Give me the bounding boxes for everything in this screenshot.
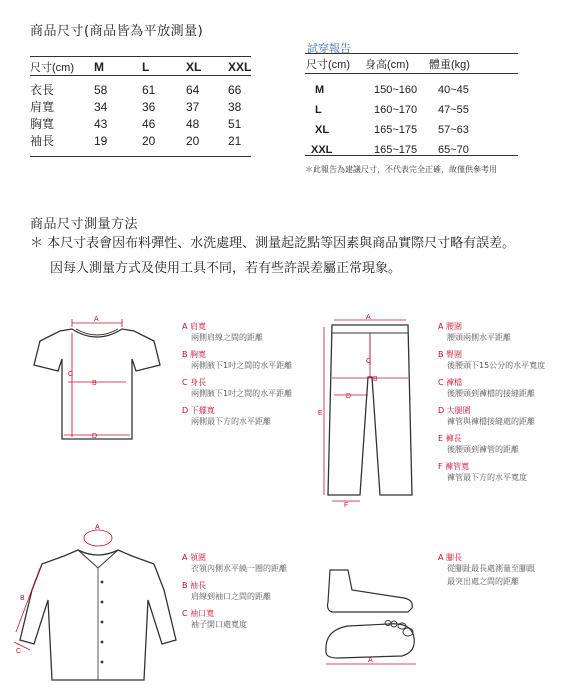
table-cell: 66 [228, 82, 242, 97]
foot-diagram [318, 560, 423, 670]
size-table-header [30, 58, 255, 76]
header-cell: 體重(kg) [429, 59, 470, 71]
label-b: B [92, 380, 97, 387]
table-cell: 肩寬 [30, 100, 55, 114]
table-cell: 65~70 [438, 144, 469, 156]
shirt-legend [182, 552, 302, 636]
fit-report-top-rule [305, 53, 518, 54]
table-cell: L [315, 104, 322, 116]
table-cell: 43 [94, 116, 108, 131]
legend-item: A 肩寬 兩側肩線之間的距離 [182, 322, 263, 342]
legend-item: B 袖長 肩線到袖口之間的距離 [182, 581, 271, 601]
label-b: B [373, 376, 378, 383]
table-cell: 64 [186, 82, 200, 97]
size-table-top-rule [30, 56, 251, 57]
label-a: A [94, 316, 99, 323]
table-cell: 47~55 [438, 104, 469, 116]
table-row [305, 80, 520, 100]
fit-report-note: ＊此報告為建議尺寸，不代表完全正確，故僅供參考用 [305, 165, 497, 174]
size-table-body [30, 81, 255, 149]
shirt-diagram [12, 520, 172, 690]
header-cell: 尺寸(cm) [306, 59, 350, 71]
legend-item: F 褲管寬 褲管最下方的水平寬度 [438, 462, 527, 482]
legend-item: C 褲檔 後腰頭到褲檔的接縫距離 [438, 378, 535, 398]
table-cell: 袖長 [30, 134, 55, 148]
table-cell: 150~160 [374, 84, 418, 96]
label-a: A [95, 524, 100, 531]
table-cell: 38 [228, 99, 242, 114]
label-d: D [346, 393, 352, 400]
table-cell: 160~170 [374, 104, 418, 116]
label-f: F [344, 502, 349, 509]
header-cell: XXL [228, 60, 252, 74]
method-line-1: ＊ 本尺寸表會因布料彈性、水洗處理、測量起訖點等因素與商品實際尺寸略有誤差。 [30, 236, 516, 251]
fit-report-bottom-rule [305, 155, 518, 156]
table-cell: 36 [142, 99, 156, 114]
method-line-2: 因每人測量方式及使用工具不同，若有些許誤差屬正常現象。 [50, 261, 402, 276]
label-c: C [16, 648, 22, 655]
tshirt-legend [182, 321, 302, 433]
header-cell: L [142, 60, 150, 74]
table-cell: XL [315, 124, 330, 136]
table-row [30, 98, 255, 115]
fit-report-table [305, 80, 520, 160]
header-cell: 身高(cm) [365, 59, 409, 71]
header-cell: 尺寸(cm) [30, 62, 74, 74]
table-cell: 48 [186, 116, 200, 131]
pants-legend [438, 321, 573, 489]
table-row [30, 81, 255, 98]
size-table-mid-rule [30, 75, 251, 76]
legend-item: C 身長 兩側腋下1吋之間的水平距離 [182, 378, 293, 398]
table-row [30, 132, 255, 149]
legend-item: A 領圍 衣領內側水平繞一圈的距離 [182, 553, 287, 573]
legend-item: A 腳長 從腳趾最長處測量至腳跟 [438, 553, 535, 573]
legend-item: A 腰圍 腰頭兩側水平距離 [438, 322, 511, 342]
table-cell: 165~175 [374, 124, 418, 136]
label-d: D [92, 433, 98, 440]
table-cell: M [315, 84, 325, 96]
table-cell: 胸寬 [30, 117, 55, 131]
header-cell: M [94, 60, 104, 74]
table-cell: 61 [142, 82, 156, 97]
table-cell: 衣長 [30, 83, 55, 97]
legend-item: E 褲長 後腰頭到褲管的距離 [438, 434, 519, 454]
size-table [30, 58, 255, 76]
table-cell: 40~45 [438, 84, 469, 96]
legend-item: D 下擺寬 兩側最下方的水平距離 [182, 406, 271, 426]
table-row [305, 120, 520, 140]
table-row [305, 100, 520, 120]
table-row [30, 115, 255, 132]
size-table-title: 商品尺寸(商品皆為平放測量) [30, 24, 204, 39]
method-title: 商品尺寸測量方法 [30, 217, 139, 232]
table-cell: 20 [142, 133, 156, 148]
legend-item: B 胸寬 兩側腋下1吋之間的水平距離 [182, 350, 293, 370]
label-b: B [20, 595, 25, 602]
tshirt-diagram [32, 315, 162, 445]
table-cell: 165~175 [374, 144, 418, 156]
table-cell: 20 [186, 133, 200, 148]
table-cell: 51 [228, 116, 242, 131]
table-cell: XXL [311, 144, 333, 156]
label-a: A [368, 657, 373, 664]
table-row [305, 140, 520, 160]
table-cell: 57~63 [438, 124, 469, 136]
legend-item: D 大腿圍 褲管與褲檔接縫處的距離 [438, 406, 535, 426]
legend-item: C 袖口寬 袖子開口處寬度 [182, 609, 247, 629]
table-cell: 46 [142, 116, 156, 131]
fit-report-title: 試穿報告 [307, 42, 351, 55]
fit-report-mid-rule [305, 73, 518, 74]
foot-legend [438, 552, 573, 593]
table-cell: 58 [94, 82, 108, 97]
label-a: A [366, 314, 371, 321]
label-c: C [68, 371, 74, 378]
fit-report-header-table [305, 55, 520, 73]
header-cell: XL [186, 60, 202, 74]
pants-diagram [318, 315, 423, 510]
label-e: E [318, 410, 323, 417]
label-c: C [366, 358, 372, 365]
table-cell: 19 [94, 133, 108, 148]
fit-report-header [305, 55, 520, 73]
legend-item: 最突出處之間的距離 [447, 577, 519, 586]
table-cell: 37 [186, 99, 200, 114]
table-cell: 21 [228, 133, 242, 148]
legend-item: B 臀圍 後腰頭下15公分的水平寬度 [438, 350, 546, 370]
size-table-bottom-rule [30, 156, 251, 157]
table-cell: 34 [94, 99, 108, 114]
